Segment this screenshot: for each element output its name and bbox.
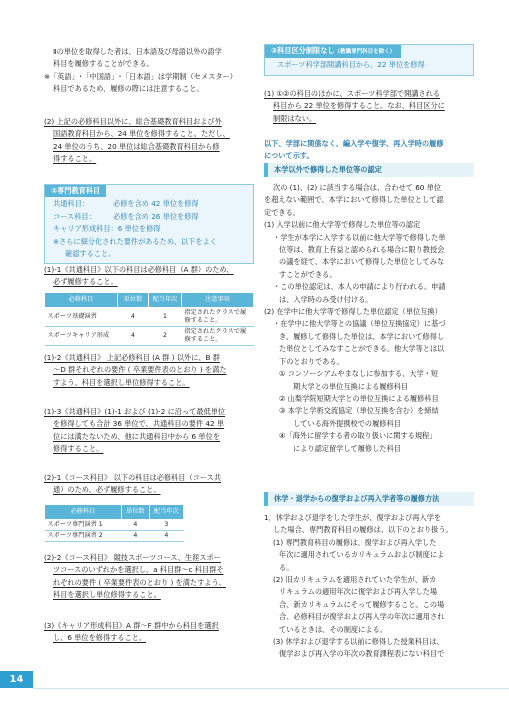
paragraph-3 (44, 620, 254, 645)
text-line: 位等は、教育上有益と認められる場合に限り教授会 (279, 245, 445, 255)
text-line: (3)《キャリア形成科目》A 群～F 群中から科目を選択 (44, 621, 219, 630)
table-row (45, 531, 184, 542)
text-line: は、入学時のみ受け付ける。 (279, 294, 373, 304)
text-line: (1)-1《共通科目》以下の科目は必修科目（A 群）のため、 (44, 265, 234, 274)
box-title: ②専門教育科目 (45, 185, 106, 197)
text-line: 期大学との単位互換による履修科目 (293, 381, 409, 391)
box-value: 必修を含め 26 単位を修得 (113, 211, 199, 221)
table-cell: 4 (122, 531, 150, 542)
table-cell: スポーツ専門演習 1 (45, 520, 122, 531)
table-header: 単位数 (122, 505, 150, 520)
text-line: ・在学中に他大学等との協議（単位互換協定）に基づ (273, 319, 446, 329)
text-line: 下のとおりである。 (279, 356, 344, 366)
table-header: 注意事項 (182, 293, 254, 308)
text-line: (1) 専門教育科目の履修は、復学および再入学した (273, 537, 437, 547)
intro-line-2: 科目を履修することができる。 (53, 59, 154, 69)
box-body: スポーツ科学部開講科目から、22 単位を修得 (277, 60, 425, 70)
text-line: (1) 入学以前に他大学等で修得した単位等の認定 (264, 220, 421, 230)
text-line: した場合、専門教育科目の履修は、以下のとおり扱う。 (273, 525, 453, 535)
paragraph-1-2 (44, 352, 254, 389)
text-line: 科目を選択し単位修得すること。 (53, 590, 161, 600)
text-line: 国語教育科目から、24 単位を修得すること。ただし、 (53, 129, 230, 139)
text-line: ③ 本学と学術交流協定（単位互換を含む）を締結 (279, 406, 439, 416)
text-line: (1) ①②の科目のほかに、スポーツ科学部で開講される (264, 89, 441, 98)
box-no-category-limit (264, 44, 474, 76)
text-line: 復学および再入学の年次の教育課程表にない科目で (279, 649, 445, 659)
text-line: 次の (1)、(2) に該当する場合は、合わせて 60 単位 (273, 183, 442, 192)
paragraph-2 (44, 116, 254, 166)
paragraph-1-3 (44, 406, 254, 456)
text-line: 合、必修科目が復学および再入学の年次に適用され (279, 612, 445, 622)
text-line: (2) 在学中に他大学等で修得した単位認定（単位互換） (264, 307, 442, 317)
table-header: 配当年次 (149, 505, 183, 520)
text-line: ・この単位認定は、本人の申請により行われる。申請 (273, 282, 446, 292)
text-line: (2)-1《コース科目》 以下の科目は必修科目（コース共 (44, 473, 222, 482)
text-line: ② 山梨学院短期大学との単位互換による履修科目 (279, 393, 439, 403)
table-cell: スポーツキャリア形成 (45, 327, 118, 346)
intro-line-1: Ⅱの単位を取得した者は、日本語及び母語以外の語学 (53, 47, 222, 56)
text-line: き、履修して修得した単位は、本学において修得し (279, 331, 445, 341)
box-title (265, 45, 401, 58)
text-line: 科目から 22 単位を修得すること。なお、科目区分に (273, 101, 445, 111)
table-cell: 指定されたクラスで履修すること。 (182, 308, 254, 327)
text-line: すことができる。 (279, 269, 337, 279)
table-header: 単位数 (118, 293, 149, 308)
section-heading-credit-transfer: 本学以外で修得した単位等の認定 (264, 163, 474, 177)
intro-line-3: ※「英語」･「中国語」･「日本語」は学期制（セメスター） (44, 71, 237, 81)
note-all-faculties (264, 138, 474, 163)
table-cell: 3 (149, 520, 183, 531)
text-line: (2)-2《コース科目》 競技スポーツコース、生涯スポー (44, 553, 221, 562)
text-line: 定できる。 (264, 207, 300, 217)
text-line: 位には満たないため、他に共通科目中から 6 単位を (53, 431, 220, 441)
table-cell: 1 (149, 308, 182, 327)
table-cell: 4 (122, 520, 150, 531)
paragraph-1-1 (44, 264, 254, 289)
footer-rule (33, 688, 509, 689)
table-cell: 指定されたクラスで履修すること。 (182, 327, 254, 346)
text-line: ① コンソーシアムやまなしに参加する、大学・短 (279, 369, 439, 379)
table-cell: 4 (118, 308, 149, 327)
table-header: 必修科目 (45, 505, 122, 520)
course-required-table (44, 504, 184, 542)
text-line: について示す。 (264, 151, 314, 161)
text-line: (3) 休学および退学する以前に修得した授業科目は、 (273, 637, 444, 647)
readmission-text (264, 512, 474, 661)
table-header: 配当年次 (149, 293, 182, 308)
box-note: 確認すること。 (65, 249, 116, 259)
text-line: 通）のため、必ず履修すること。 (53, 485, 161, 495)
text-line: ～D 群それぞれの要件 ( 卒業要件表のとおり ) を満た (53, 365, 227, 375)
intro-line-4: 科目であるため、履修の際には注意すること。 (53, 84, 204, 94)
page-number: 14 (0, 671, 33, 688)
box-title-note: （教職専門科目を除く） (334, 49, 396, 55)
text-line: (1)-2《共通科目》 上記必修科目 (A 群 ) 以外に、B 群 (44, 353, 220, 362)
text-line: れぞれの要件 ( 卒業要件表のとおり ) を満たすよう、 (53, 577, 226, 587)
text-line: リキュラムの適用年次に復学および再入学した場 (279, 587, 438, 597)
text-line: (2) 旧カリキュラムを適用されていた学生が、新カ (273, 575, 437, 585)
table-row (45, 327, 254, 346)
text-line: している海外提携校での履修科目 (293, 418, 401, 428)
text-line: ツコースのいずれかを選択し、a 科目群～c 科目群そ (53, 565, 224, 575)
text-line: を修得しても合計 36 単位で、共通科目の要件 42 単 (53, 419, 225, 429)
text-line: の議を経て、本学において修得した単位としてみな (279, 257, 445, 267)
section-heading-readmission: 休学・退学からの復学および再入学者等の履修方法 (264, 492, 474, 506)
table-cell: 4 (149, 531, 183, 542)
text-line: 24 単位のうち、20 単位は総合基礎教育科目から修 (53, 141, 220, 151)
text-line: ているときは、その制度による。 (279, 624, 387, 634)
box-title-main: ③科目区分制限なし (271, 46, 335, 55)
text-line: る。 (279, 562, 294, 572)
text-line: すよう、科目を選択し単位修得すること。 (53, 377, 190, 387)
credit-transfer-text (264, 182, 474, 455)
table-cell: スポーツ専門演習 2 (45, 531, 122, 542)
text-line: し、6 単位を修得すること。 (53, 633, 147, 643)
text-line: ・学生が本学に入学する以前に他大学等で修得した単 (273, 232, 446, 242)
text-line: 必ず履修すること。 (53, 277, 118, 287)
text-line: 得すること。 (53, 154, 97, 164)
text-line: 1．休学および退学をした学生が、復学および再入学を (264, 513, 442, 522)
box-key: 共通科目： (53, 199, 89, 209)
table-header: 必修科目 (45, 293, 118, 308)
required-courses-table (44, 292, 254, 346)
text-line: (1)-3《共通科目》(1)-1 および (1)-2 に沿って最低単位 (44, 407, 226, 416)
box-value: 必修を含め 42 単位を修得 (113, 199, 199, 209)
text-line: ④「海外に留学する者の取り扱いに関する規程」 (279, 431, 437, 441)
table-cell: 2 (149, 327, 182, 346)
paragraph-r1 (264, 88, 474, 125)
table-row (45, 308, 254, 327)
box-key: コース科目： (53, 211, 96, 221)
text-line: を超えない範囲で、本学において修得した単位として認 (264, 195, 444, 205)
table-cell: スポーツ基礎演習 (45, 308, 118, 327)
text-line: (2) 上記の必修科目以外に、総合基礎教育科目および外 (44, 117, 222, 126)
table-cell: 4 (118, 327, 149, 346)
text-line: 合、新カリキュラムにそって履修すること。この場 (279, 599, 445, 609)
text-line: 制限はない。 (273, 113, 317, 123)
table-row (45, 520, 184, 531)
text-line: 修得すること。 (53, 444, 104, 454)
text-line: 以下、学部に関係なく、編入学や復学、再入学時の履修 (264, 139, 444, 148)
box-note: ※さらに細分化された要件があるため、以下をよく (53, 236, 217, 246)
text-line: により認定留学して履修した科目 (293, 443, 401, 453)
box-specialized-education (44, 184, 254, 264)
text-line: た単位としてみなすことができる。他大学等とは以 (279, 344, 445, 354)
paragraph-2-2 (44, 552, 254, 602)
box-line: キャリア形成科目：6 単位を修得 (53, 224, 161, 234)
paragraph-2-1 (44, 472, 254, 497)
text-line: 年次に適用されているカリキュラムおよび制度によ (279, 550, 445, 560)
